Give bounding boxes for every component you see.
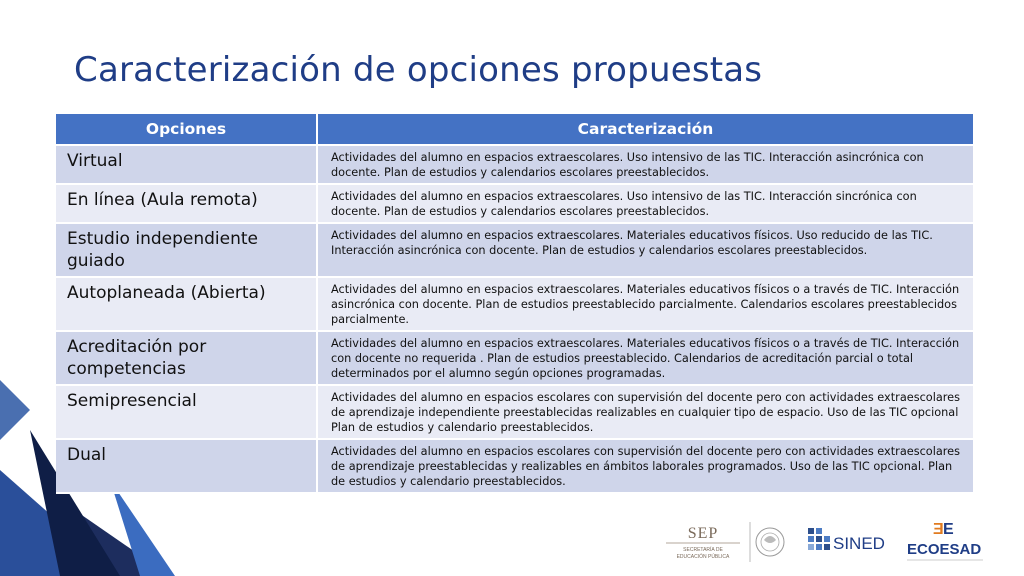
description-cell: Actividades del alumno en espacios extraescolares. Materiales educativos físicos. Uso reducido de las TIC. Interacción asincrónica con docente. Plan de estudios y calendarios escolares preestablecidos. [318,224,975,278]
option-cell: Autoplaneada (Abierta) [56,278,318,332]
option-cell: Dual [56,440,318,494]
table-header-row [56,114,975,146]
svg-text:E: E [943,521,954,538]
option-cell: Semipresencial [56,386,318,440]
options-table [56,114,975,494]
ecoesad-logo-text: ECOESAD [907,541,982,558]
sep-logo [662,516,744,566]
seal-icon [748,516,788,566]
page-title: Caracterización de opciones propuestas [74,50,763,90]
table-row [56,146,975,185]
sep-logo-sub2: EDUCACIÓN PÚBLICA [676,554,730,560]
option-cell: Acreditación por competencias [56,332,318,386]
description-cell: Actividades del alumno en espacios extraescolares. Materiales educativos físicos o a través de TIC. Interacción con docente no requerida . Plan de estudios preestablecido. Calendarios de acreditación parcial o total determinados por el alumno según opciones programadas. [318,332,975,386]
description-cell: Actividades del alumno en espacios escolares con supervisión del docente pero con actividades extraescolares de aprendizaje independiente preestablecidas realizables en cualquier tipo de espacio. Uso de las TIC opcional Plan de estudios y calendario preestablecidos. [318,386,975,440]
table-row [56,386,975,440]
table-row [56,332,975,386]
header-characterization: Caracterización [318,114,975,146]
sined-logo-text: SINED [833,534,885,553]
table-row [56,440,975,494]
table-row [56,224,975,278]
option-cell: En línea (Aula remota) [56,185,318,224]
header-options: Opciones [56,114,318,146]
ecoesad-logo [903,516,987,566]
sep-logo-sub1: SECRETARÍA DE [683,547,723,553]
description-cell: Actividades del alumno en espacios extraescolares. Materiales educativos físicos o a través de TIC. Interacción asincrónica con docente. Plan de estudios preestablecido parcialmente. Calendarios escolares preestablecidos parcialmente. [318,278,975,332]
description-cell: Actividades del alumno en espacios extraescolares. Uso intensivo de las TIC. Interacción asincrónica con docente. Plan de estudios y calendarios escolares preestablecidos. [318,146,975,185]
table-row [56,278,975,332]
sep-logo-text: SEP [687,525,719,542]
description-cell: Actividades del alumno en espacios escolares con supervisión del docente pero con actividades extraescolares de aprendizaje preestablecidas y realizables en ámbitos laborales programados. Uso de las TIC opcional. Plan de estudios y calendario preestablecidos. [318,440,975,494]
option-cell: Virtual [56,146,318,185]
svg-text:Ǝ: Ǝ [933,521,944,538]
sined-logo [806,516,890,566]
table-row [56,185,975,224]
option-cell: Estudio independiente guiado [56,224,318,278]
description-cell: Actividades del alumno en espacios extraescolares. Uso intensivo de las TIC. Interacción sincrónica con docente. Plan de estudios y calendarios escolares preestablecidos. [318,185,975,224]
